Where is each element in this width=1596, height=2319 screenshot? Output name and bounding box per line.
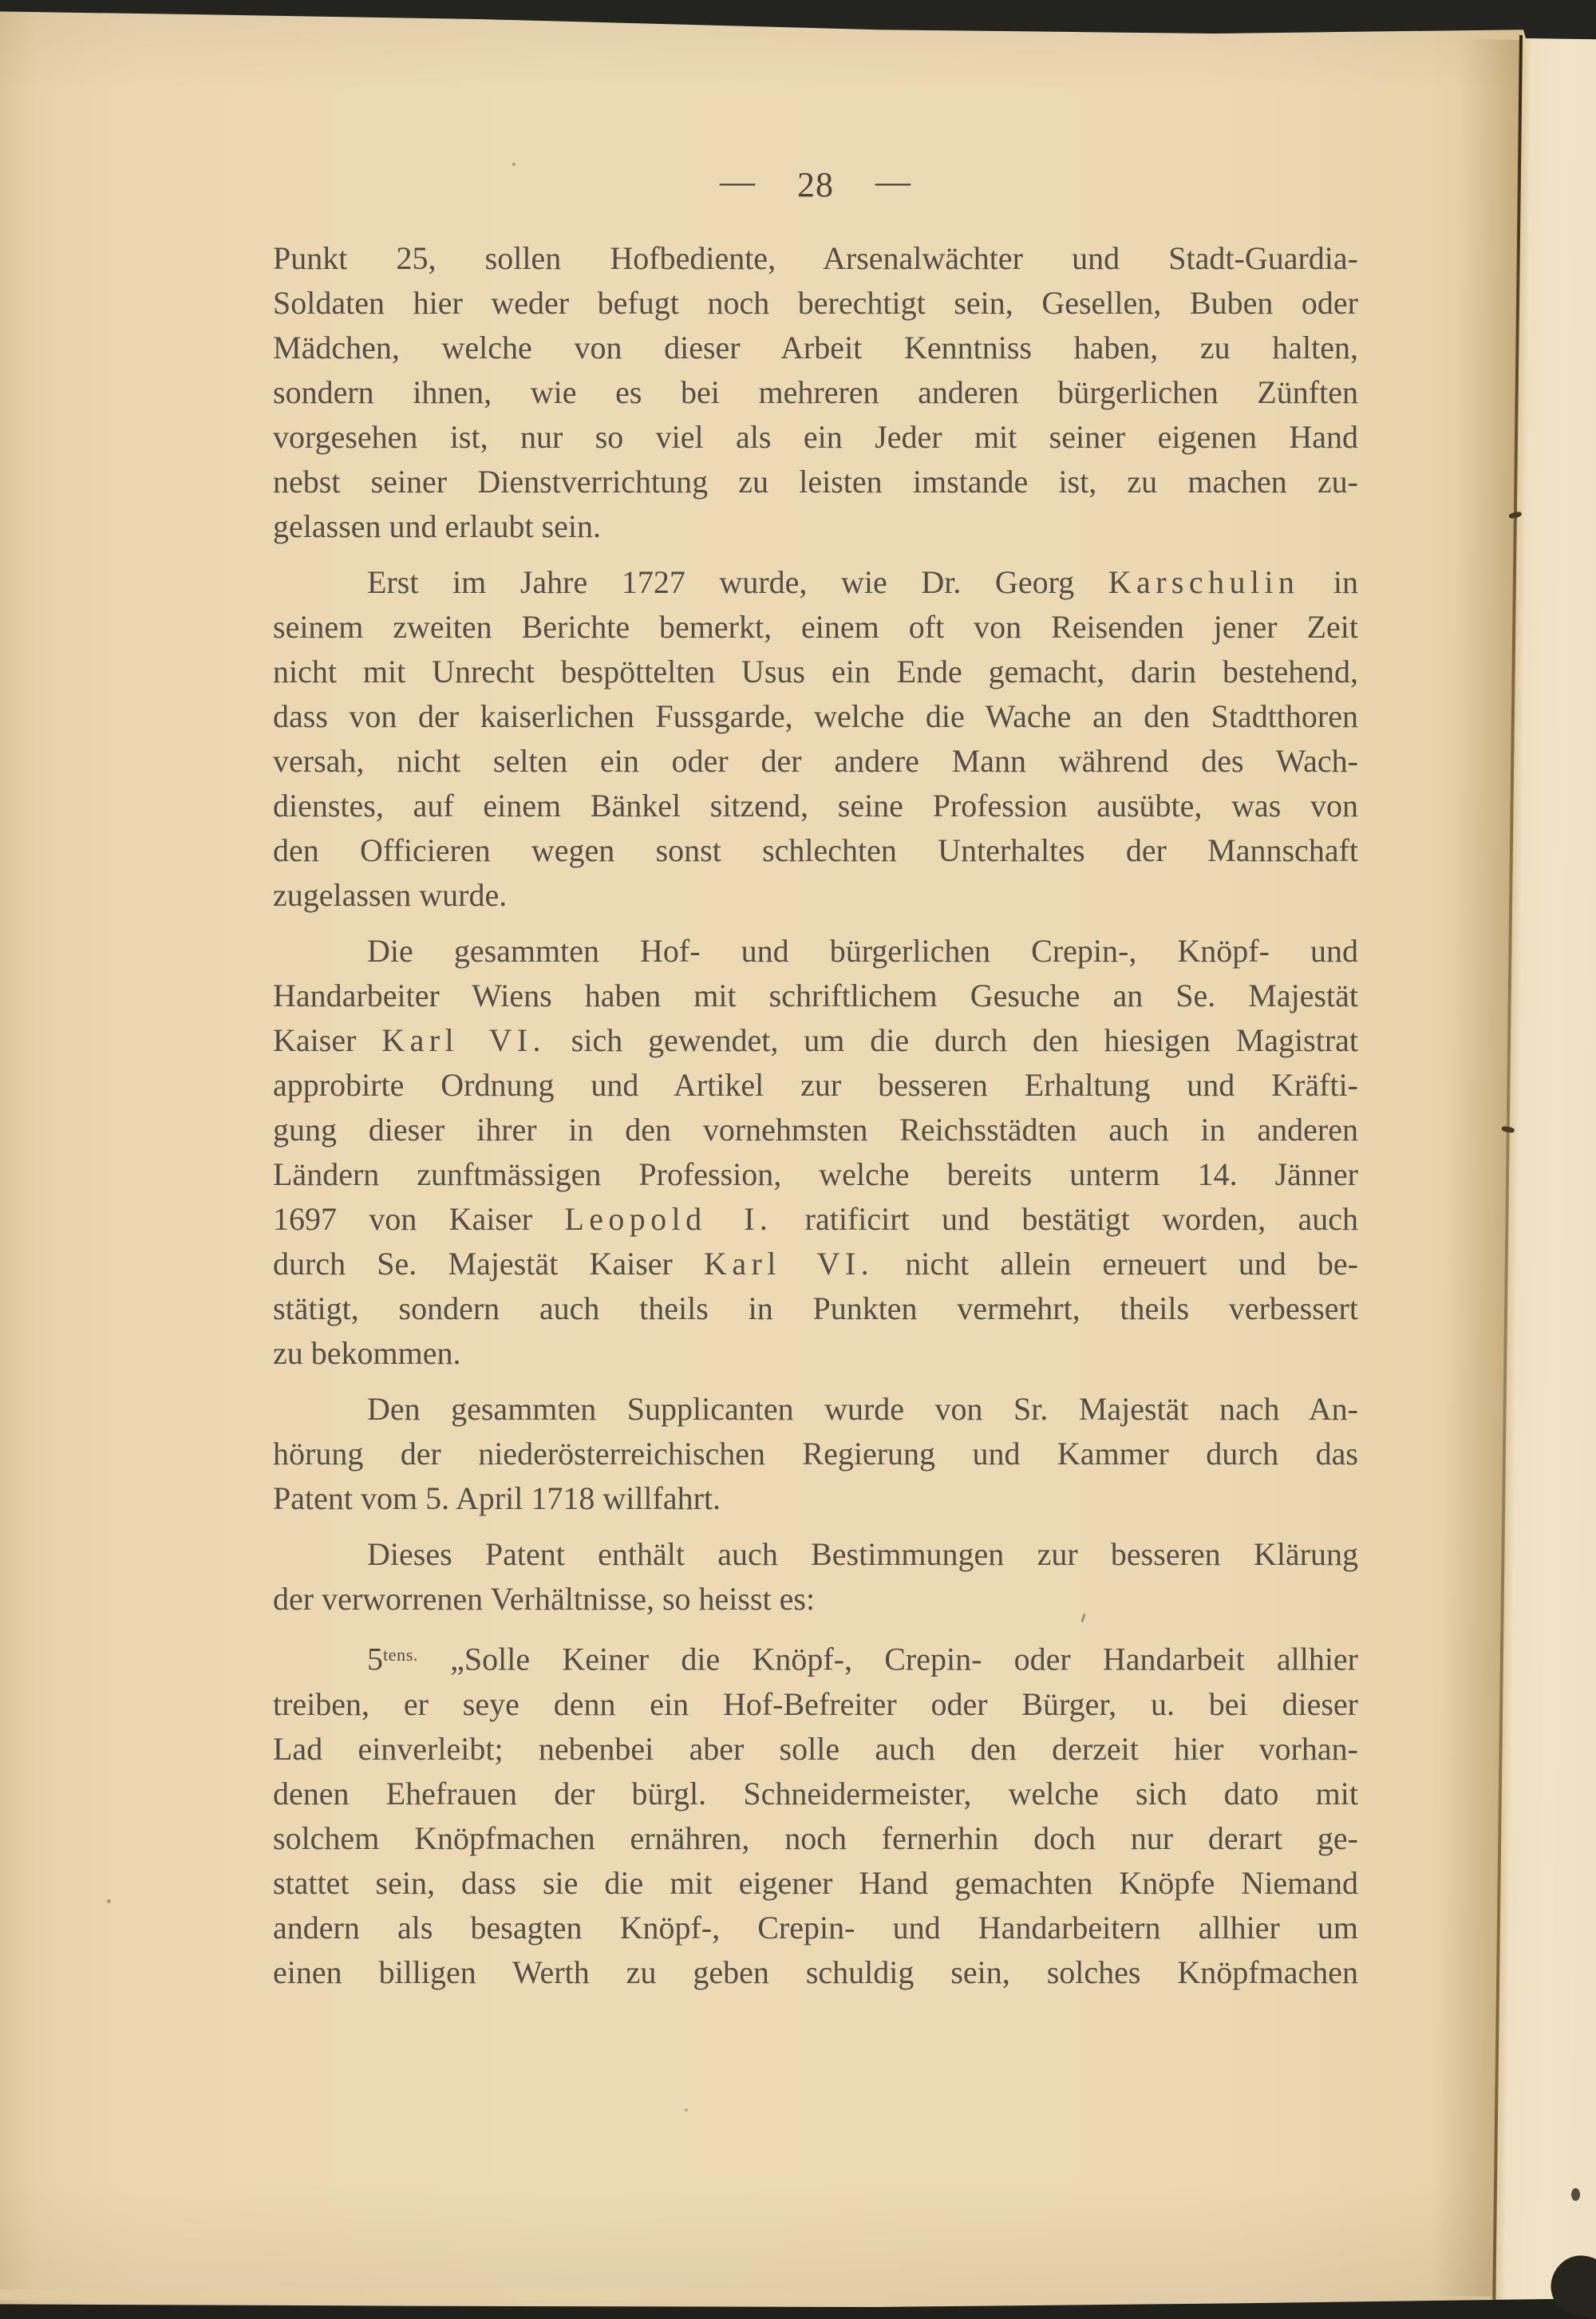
text-line: Den gesammten Supplicanten wurde von Sr. Majestät nach An- [367,1391,1358,1427]
page-number-dash-right: — [875,162,911,201]
text-line: Mädchen, welche von dieser Arbeit Kenntniss haben, zu halten, [273,330,1358,365]
text-line: gung dieser ihrer in den vornehmsten Reichsstädten auch in anderen [273,1112,1358,1148]
ink-speck [107,1899,111,1903]
text-line: approbirte Ordnung und Artikel zur besseren Erhaltung und Kräfti- [273,1067,1358,1103]
text-line: Patent vom 5. April 1718 willfahrt. [273,1480,721,1516]
text-line: nicht mit Unrecht bespöttelten Usus ein Ende gemacht, darin bestehend, [273,654,1358,689]
text-line: stätigt, sondern auch theils in Punkten vermehrt, theils verbessert [273,1290,1358,1326]
edge-speck [1571,2188,1580,2201]
text-line: $5^{tens.}$ „Solle Keiner die Knöpf-, Crepin- oder Handarbeit allhier [367,1641,1358,1677]
ink-speck [512,163,516,166]
spaced-name: Karl VI. [381,1022,546,1058]
text-line: treiben, er seye denn ein Hof-Befreiter oder Bürger, u. bei dieser [273,1685,1358,1722]
spaced-name: Leopold I. [564,1201,773,1237]
scanner-edge-top [0,0,1596,48]
text-line: Punkt 25, sollen Hofbediente, Arsenalwächter und Stadt-Guardia- [273,240,1358,276]
text-line: zu bekommen. [273,1335,461,1371]
text-line: gelassen und erlaubt sein. [273,508,601,544]
text-line: durch Se. Majestät Kaiser Karl VI. nicht allein erneuert und be- [273,1246,1359,1282]
text-line: 1697 von Kaiser Leopold I. ratificirt und bestätigt worden, auch [273,1201,1358,1237]
text-line: Dieses Patent enthält auch Bestimmungen zur besseren Klärung [367,1536,1358,1572]
spaced-name: Karl VI. [704,1246,875,1282]
text-line: der verworrenen Verhältnisse, so heisst es: [273,1581,816,1617]
text-line: seinem zweiten Berichte bemerkt, einem oft von Reisenden jener Zeit [273,609,1358,645]
text-line: nebst seiner Dienstverrichtung zu leisten imstande ist, zu machen zu- [273,464,1358,500]
paragraph [273,1387,1358,1521]
text-line: Lad einverleibt; nebenbei aber solle auch den derzeit hier vorhan- [273,1730,1358,1767]
text-line: solchem Knöpfmachen ernähren, noch fernerhin doch nur derart ge- [273,1819,1358,1856]
text-line: denen Ehefrauen der bürgl. Schneidermeister, welche sich dato mit [273,1775,1358,1811]
page-number [273,164,1358,205]
paragraph [273,1532,1358,1622]
text-line: Handarbeiter Wiens haben mit schriftlichem Gesuche an Se. Majestät [273,978,1358,1013]
page-number-dash-left: — [720,162,756,201]
superscript-ordinal: tens. [383,1645,418,1665]
ink-speck [685,2108,688,2112]
text-line: andern als besagten Knöpf-, Crepin- und Handarbeitern allhier um [273,1909,1358,1946]
text-line: vorgesehen ist, nur so viel als ein Jeder mit seiner eigenen Hand [273,419,1358,455]
text-block [273,236,1358,1995]
text-line: Erst im Jahre 1727 wurde, wie Dr. Georg Karschulin in [367,564,1358,600]
spaced-name: Karschulin [1108,564,1300,600]
text-line: Ländern zunftmässigen Profession, welche bereits unterm 14. Jänner [273,1156,1358,1192]
text-line: Soldaten hier weder befugt noch berechtigt sein, Gesellen, Buben oder [273,285,1358,321]
text-line: einen billigen Werth zu geben schuldig sein, solches Knöpfmachen [273,1954,1358,1990]
page-number-value: 28 [797,165,834,204]
text-line: Die gesammten Hof- und bürgerlichen Crepin-, Knöpf- und [367,933,1358,969]
paragraph [273,929,1358,1376]
text-line: stattet sein, dass sie die mit eigener Hand gemachten Knöpfe Niemand [273,1864,1358,1901]
text-line: dienstes, auf einem Bänkel sitzend, seine Profession ausübte, was von [273,788,1358,824]
paragraph [273,236,1358,549]
text-line: versah, nicht selten ein oder der andere Mann während des Wach- [273,743,1358,779]
paragraph [273,560,1358,918]
text-line: den Officieren wegen sonst schlechten Unterhaltes der Mannschaft [273,832,1358,868]
text-line: zugelassen wurde. [273,877,508,913]
paragraph [273,1633,1358,1995]
text-line: sondern ihnen, wie es bei mehreren anderen bürgerlichen Zünften [273,374,1358,410]
page-stack-edge [0,2289,942,2300]
text-line: Kaiser Karl VI. sich gewendet, um die durch den hiesigen Magistrat [273,1022,1359,1058]
text-line: dass von der kaiserlichen Fussgarde, welche die Wache an den Stadtthoren [273,698,1358,734]
text-line: hörung der niederösterreichischen Regierung und Kammer durch das [273,1436,1358,1472]
